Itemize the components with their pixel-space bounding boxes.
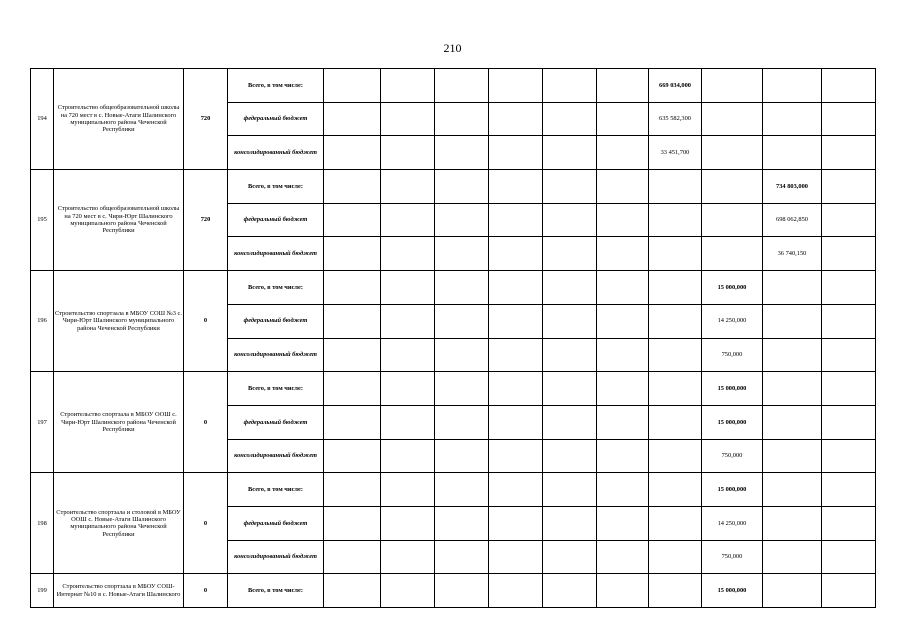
empty-cell: [822, 170, 876, 204]
empty-cell: [822, 304, 876, 338]
empty-cell: [543, 372, 597, 406]
amount-cell: 698 062,850: [763, 203, 822, 237]
funding-label: консолидированный бюджет: [228, 439, 324, 473]
empty-cell: [324, 473, 381, 507]
object-name: Строительство спортзала в МБОУ СОШ-Интернат №10 в с. Новые-Атаги Шалинского: [54, 574, 184, 608]
empty-cell: [822, 237, 876, 271]
empty-cell: [543, 473, 597, 507]
row-number: 194: [31, 69, 54, 170]
empty-cell: [649, 203, 702, 237]
empty-cell: [543, 271, 597, 305]
empty-cell: [543, 439, 597, 473]
empty-cell: [543, 136, 597, 170]
funding-label: Всего, в том числе:: [228, 574, 324, 608]
empty-cell: [324, 540, 381, 574]
empty-cell: [822, 506, 876, 540]
empty-cell: [435, 237, 489, 271]
amount-cell: 15 000,000: [702, 405, 763, 439]
empty-cell: [597, 574, 649, 608]
empty-cell: [763, 574, 822, 608]
empty-cell: [489, 136, 543, 170]
empty-cell: [702, 69, 763, 103]
empty-cell: [381, 237, 435, 271]
table-row: [31, 574, 876, 608]
empty-cell: [435, 338, 489, 372]
object-name: Строительство общеобразовательной школы на 720 мест в с. Новые-Атаги Шалинского муниципального района Чеченской Республики: [54, 69, 184, 170]
table-row: [31, 170, 876, 204]
empty-cell: [543, 338, 597, 372]
object-name: Строительство спортзала и столовой в МБОУ ООШ с. Новые-Атаги Шалинского муниципального района Чеченской Республики: [54, 473, 184, 574]
empty-cell: [543, 170, 597, 204]
empty-cell: [822, 473, 876, 507]
empty-cell: [435, 304, 489, 338]
empty-cell: [649, 237, 702, 271]
empty-cell: [597, 203, 649, 237]
empty-cell: [763, 439, 822, 473]
empty-cell: [489, 170, 543, 204]
empty-cell: [324, 170, 381, 204]
funding-label: федеральный бюджет: [228, 102, 324, 136]
empty-cell: [489, 203, 543, 237]
funding-label: консолидированный бюджет: [228, 136, 324, 170]
empty-cell: [489, 540, 543, 574]
empty-cell: [489, 439, 543, 473]
empty-cell: [489, 304, 543, 338]
amount-cell: 33 451,700: [649, 136, 702, 170]
table-row: [31, 372, 876, 406]
empty-cell: [381, 271, 435, 305]
empty-cell: [597, 136, 649, 170]
empty-cell: [543, 506, 597, 540]
empty-cell: [324, 506, 381, 540]
empty-cell: [324, 405, 381, 439]
empty-cell: [763, 506, 822, 540]
amount-cell: 15 000,000: [702, 574, 763, 608]
empty-cell: [381, 405, 435, 439]
empty-cell: [435, 540, 489, 574]
empty-cell: [381, 102, 435, 136]
empty-cell: [489, 102, 543, 136]
empty-cell: [597, 102, 649, 136]
amount-cell: 734 803,000: [763, 170, 822, 204]
empty-cell: [324, 203, 381, 237]
amount-cell: 15 000,000: [702, 372, 763, 406]
empty-cell: [324, 102, 381, 136]
funding-label: федеральный бюджет: [228, 506, 324, 540]
row-number: 198: [31, 473, 54, 574]
empty-cell: [381, 439, 435, 473]
empty-cell: [489, 506, 543, 540]
amount-cell: 635 582,300: [649, 102, 702, 136]
empty-cell: [822, 338, 876, 372]
empty-cell: [324, 69, 381, 103]
amount-cell: 14 250,000: [702, 506, 763, 540]
empty-cell: [543, 237, 597, 271]
empty-cell: [381, 170, 435, 204]
empty-cell: [763, 136, 822, 170]
empty-cell: [597, 271, 649, 305]
empty-cell: [763, 405, 822, 439]
empty-cell: [597, 237, 649, 271]
funding-label: консолидированный бюджет: [228, 540, 324, 574]
funding-label: Всего, в том числе:: [228, 372, 324, 406]
empty-cell: [763, 304, 822, 338]
empty-cell: [381, 473, 435, 507]
empty-cell: [822, 540, 876, 574]
row-number: 195: [31, 170, 54, 271]
empty-cell: [381, 304, 435, 338]
page-number: 210: [443, 41, 462, 55]
empty-cell: [489, 574, 543, 608]
amount-cell: 750,000: [702, 338, 763, 372]
empty-cell: [324, 574, 381, 608]
empty-cell: [597, 540, 649, 574]
empty-cell: [324, 372, 381, 406]
row-number: 197: [31, 372, 54, 473]
empty-cell: [597, 170, 649, 204]
budget-table: [30, 68, 876, 608]
table-row: [31, 473, 876, 507]
object-name: Строительство спортзала в МБОУ СОШ №3 с. Чири-Юрт Шалинского муниципального района Чеченской Республики: [54, 271, 184, 372]
empty-cell: [543, 69, 597, 103]
empty-cell: [489, 405, 543, 439]
amount-cell: 750,000: [702, 540, 763, 574]
empty-cell: [822, 271, 876, 305]
capacity: 0: [184, 574, 228, 608]
empty-cell: [381, 372, 435, 406]
capacity: 720: [184, 170, 228, 271]
empty-cell: [435, 69, 489, 103]
empty-cell: [489, 237, 543, 271]
empty-cell: [435, 372, 489, 406]
empty-cell: [324, 136, 381, 170]
funding-label: Всего, в том числе:: [228, 170, 324, 204]
empty-cell: [649, 439, 702, 473]
object-name: Строительство спортзала в МБОУ ООШ с. Чири-Юрт Шалинского района Чеченской Республики: [54, 372, 184, 473]
empty-cell: [649, 271, 702, 305]
funding-label: федеральный бюджет: [228, 304, 324, 338]
funding-label: Всего, в том числе:: [228, 271, 324, 305]
empty-cell: [381, 203, 435, 237]
empty-cell: [649, 170, 702, 204]
empty-cell: [381, 540, 435, 574]
empty-cell: [597, 506, 649, 540]
empty-cell: [649, 540, 702, 574]
empty-cell: [822, 69, 876, 103]
empty-cell: [324, 338, 381, 372]
funding-label: федеральный бюджет: [228, 405, 324, 439]
empty-cell: [435, 439, 489, 473]
empty-cell: [543, 304, 597, 338]
empty-cell: [435, 506, 489, 540]
table-row: [31, 271, 876, 305]
empty-cell: [435, 574, 489, 608]
empty-cell: [435, 473, 489, 507]
empty-cell: [763, 540, 822, 574]
empty-cell: [649, 304, 702, 338]
empty-cell: [702, 203, 763, 237]
empty-cell: [763, 473, 822, 507]
empty-cell: [597, 69, 649, 103]
object-name: Строительство общеобразовательной школы на 720 мест в с. Чири-Юрт Шалинского муниципального района Чеченской Республики: [54, 170, 184, 271]
amount-cell: 669 034,000: [649, 69, 702, 103]
empty-cell: [543, 203, 597, 237]
funding-label: федеральный бюджет: [228, 203, 324, 237]
empty-cell: [381, 69, 435, 103]
empty-cell: [435, 170, 489, 204]
empty-cell: [543, 574, 597, 608]
empty-cell: [489, 372, 543, 406]
empty-cell: [489, 271, 543, 305]
empty-cell: [324, 271, 381, 305]
empty-cell: [822, 405, 876, 439]
empty-cell: [597, 304, 649, 338]
empty-cell: [702, 237, 763, 271]
empty-cell: [489, 69, 543, 103]
empty-cell: [822, 203, 876, 237]
capacity: 0: [184, 271, 228, 372]
empty-cell: [381, 136, 435, 170]
empty-cell: [435, 203, 489, 237]
empty-cell: [597, 439, 649, 473]
empty-cell: [702, 170, 763, 204]
funding-label: Всего, в том числе:: [228, 473, 324, 507]
empty-cell: [763, 69, 822, 103]
amount-cell: 15 000,000: [702, 271, 763, 305]
empty-cell: [324, 237, 381, 271]
empty-cell: [543, 540, 597, 574]
empty-cell: [649, 473, 702, 507]
empty-cell: [763, 271, 822, 305]
empty-cell: [381, 338, 435, 372]
empty-cell: [822, 372, 876, 406]
amount-cell: 750,000: [702, 439, 763, 473]
empty-cell: [324, 304, 381, 338]
empty-cell: [543, 102, 597, 136]
empty-cell: [649, 338, 702, 372]
amount-cell: 14 250,000: [702, 304, 763, 338]
empty-cell: [649, 506, 702, 540]
amount-cell: 15 000,000: [702, 473, 763, 507]
empty-cell: [702, 136, 763, 170]
empty-cell: [435, 136, 489, 170]
empty-cell: [324, 439, 381, 473]
empty-cell: [597, 372, 649, 406]
table-row: [31, 69, 876, 103]
empty-cell: [649, 405, 702, 439]
empty-cell: [489, 473, 543, 507]
empty-cell: [597, 405, 649, 439]
capacity: 0: [184, 372, 228, 473]
funding-label: Всего, в том числе:: [228, 69, 324, 103]
empty-cell: [597, 338, 649, 372]
empty-cell: [822, 574, 876, 608]
empty-cell: [702, 102, 763, 136]
capacity: 720: [184, 69, 228, 170]
empty-cell: [649, 574, 702, 608]
empty-cell: [597, 473, 649, 507]
empty-cell: [649, 372, 702, 406]
empty-cell: [763, 102, 822, 136]
empty-cell: [489, 338, 543, 372]
row-number: 199: [31, 574, 54, 608]
empty-cell: [435, 271, 489, 305]
empty-cell: [435, 102, 489, 136]
empty-cell: [381, 574, 435, 608]
empty-cell: [763, 372, 822, 406]
empty-cell: [543, 405, 597, 439]
capacity: 0: [184, 473, 228, 574]
funding-label: консолидированный бюджет: [228, 338, 324, 372]
funding-label: консолидированный бюджет: [228, 237, 324, 271]
empty-cell: [822, 102, 876, 136]
empty-cell: [763, 338, 822, 372]
empty-cell: [822, 136, 876, 170]
empty-cell: [822, 439, 876, 473]
empty-cell: [435, 405, 489, 439]
amount-cell: 36 740,150: [763, 237, 822, 271]
empty-cell: [381, 506, 435, 540]
row-number: 196: [31, 271, 54, 372]
